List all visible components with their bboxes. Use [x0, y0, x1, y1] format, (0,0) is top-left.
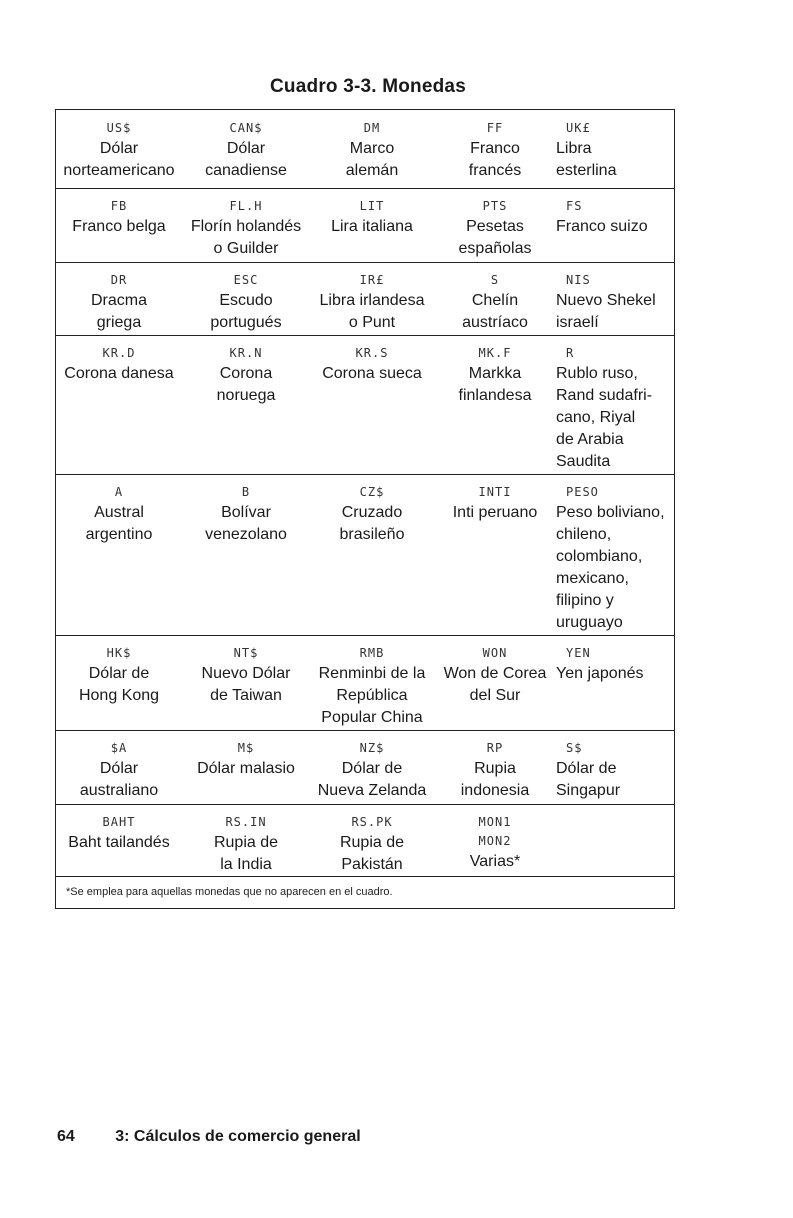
currency-key: KR.S — [355, 346, 389, 360]
currency-key: FS — [566, 199, 583, 213]
currency-cell — [56, 268, 182, 334]
currency-key: B — [241, 485, 251, 499]
currency-key: BAHT — [102, 815, 136, 829]
currency-name: Corona noruega — [216, 365, 276, 404]
currency-cell — [556, 268, 681, 334]
currency-name: Franco belga — [72, 218, 166, 235]
currency-key: IR£ — [359, 273, 385, 287]
currency-key: LIT — [359, 199, 385, 213]
currency-cell — [556, 480, 681, 634]
currency-name: Chelín austríaco — [462, 292, 528, 331]
currency-key: NIS — [566, 273, 591, 287]
currency-cell — [310, 194, 434, 238]
table-footnote: *Se emplea para aquellas monedas que no aparecen en el cuadro. — [66, 886, 393, 898]
currency-key: PESO — [566, 485, 599, 499]
currency-name: Dólar australiano — [79, 760, 159, 799]
currency-cell — [310, 116, 434, 182]
row-divider — [56, 335, 674, 336]
currency-key: MON1 MON2 — [478, 815, 512, 848]
page-number: 64 — [57, 1128, 75, 1145]
currency-cell — [182, 810, 310, 876]
currency-cell — [310, 810, 434, 876]
currency-key: DR — [110, 273, 128, 287]
currency-cell — [556, 341, 681, 473]
currency-cell — [182, 641, 310, 707]
currency-cell — [310, 341, 434, 385]
currency-cell — [182, 268, 310, 334]
currency-name: Dólar canadiense — [205, 140, 287, 179]
currency-name: Libra irlandesa o Punt — [319, 292, 425, 331]
currency-cell — [56, 641, 182, 707]
currency-cell — [56, 194, 182, 238]
currency-key: UK£ — [566, 121, 591, 135]
currency-name: Nuevo Dólar de Taiwan — [201, 665, 291, 704]
currency-key: ESC — [233, 273, 259, 287]
currency-name: Dólar de Singapur — [556, 760, 621, 799]
currency-cell — [182, 116, 310, 182]
currency-cell — [182, 341, 310, 407]
currency-key: A — [114, 485, 124, 499]
currency-cell — [434, 268, 556, 334]
currency-key: RS.IN — [225, 815, 267, 829]
currency-cell — [310, 268, 434, 334]
row-divider — [56, 188, 674, 189]
currency-name: Franco suizo — [556, 218, 648, 235]
currency-key: INTI — [478, 485, 512, 499]
currency-cell — [56, 116, 182, 182]
currency-name: Varias* — [469, 853, 521, 870]
currency-cell — [310, 736, 434, 802]
currency-cell — [182, 736, 310, 780]
row-divider — [56, 876, 674, 877]
currency-cell — [556, 194, 681, 238]
currency-cell — [56, 480, 182, 546]
currency-key: FF — [486, 121, 504, 135]
currency-name: Nuevo Shekel israelí — [556, 292, 656, 331]
currency-name: Rupia de Pakistán — [339, 834, 405, 873]
currency-key: YEN — [566, 646, 591, 660]
currency-name: Baht tailandés — [68, 834, 170, 851]
row-divider — [56, 474, 674, 475]
row-divider — [56, 635, 674, 636]
currency-key: HK$ — [106, 646, 132, 660]
currency-cell — [310, 480, 434, 546]
currency-name: Marco alemán — [345, 140, 399, 179]
currency-cell — [182, 480, 310, 546]
currency-cell — [556, 116, 681, 182]
currency-name: Renminbi de la República Popular China — [318, 665, 426, 726]
currency-cell — [434, 641, 556, 707]
currency-table — [55, 109, 675, 909]
currency-key: R — [566, 346, 575, 360]
currency-cell — [56, 341, 182, 385]
currency-key: MK.F — [478, 346, 512, 360]
currency-cell — [434, 116, 556, 182]
currency-name: Franco francés — [468, 140, 522, 179]
currency-key: PTS — [482, 199, 508, 213]
currency-key: $A — [110, 741, 128, 755]
currency-cell — [182, 194, 310, 260]
row-divider — [56, 262, 674, 263]
currency-name: Markka finlandesa — [458, 365, 532, 404]
table-title: Cuadro 3-3. Monedas — [270, 76, 466, 97]
currency-key: RS.PK — [351, 815, 393, 829]
currency-cell — [310, 641, 434, 729]
currency-name: Florín holandés o Guilder — [190, 218, 302, 257]
currency-key: US$ — [106, 121, 132, 135]
currency-key — [556, 813, 681, 832]
page-footer — [57, 1128, 361, 1146]
currency-key: KR.N — [229, 346, 263, 360]
currency-name: Inti peruano — [452, 504, 538, 521]
chapter-title: 3: Cálculos de comercio general — [115, 1128, 361, 1145]
currency-cell — [56, 810, 182, 854]
currency-cell — [434, 341, 556, 407]
currency-key: RMB — [359, 646, 385, 660]
currency-key: KR.D — [102, 346, 136, 360]
currency-name: Peso boliviano, chileno, colombiano, mexicano, filipino y uruguayo — [556, 504, 665, 631]
currency-cell — [56, 736, 182, 802]
currency-name: Dólar de Hong Kong — [78, 665, 160, 704]
currency-name: Corona sueca — [322, 365, 422, 382]
row-divider — [56, 730, 674, 731]
currency-key: DM — [363, 121, 381, 135]
currency-name: Escudo portugués — [210, 292, 282, 331]
currency-key: S — [490, 273, 500, 287]
currency-name: Dracma griega — [90, 292, 147, 331]
currency-name: Libra esterlina — [556, 140, 617, 179]
currency-name: Cruzado brasileño — [339, 504, 405, 543]
currency-name: Yen japonés — [556, 665, 644, 682]
currency-name: Won de Corea del Sur — [443, 665, 547, 704]
currency-name: Rupia de la India — [213, 834, 279, 873]
currency-key: M$ — [237, 741, 255, 755]
currency-cell — [556, 736, 681, 802]
currency-name: Austral argentino — [85, 504, 153, 543]
currency-name: Corona danesa — [64, 365, 174, 382]
currency-name: Dólar norteamericano — [63, 140, 175, 179]
currency-cell — [434, 194, 556, 260]
currency-key: FL.H — [229, 199, 263, 213]
currency-key: RP — [486, 741, 504, 755]
row-divider — [56, 804, 674, 805]
currency-key: CZ$ — [359, 485, 385, 499]
currency-cell — [434, 736, 556, 802]
currency-cell — [556, 641, 681, 685]
currency-name: Dólar malasio — [197, 760, 295, 777]
currency-cell — [434, 810, 556, 873]
currency-key: NT$ — [233, 646, 259, 660]
currency-name: Rublo ruso, Rand sudafri- cano, Riyal de Arabia Saudita — [556, 365, 653, 470]
currency-name: Lira italiana — [331, 218, 413, 235]
currency-key: WON — [482, 646, 508, 660]
currency-name: Rupia indonesia — [460, 760, 530, 799]
currency-key: NZ$ — [359, 741, 385, 755]
currency-name: Dólar de Nueva Zelanda — [317, 760, 427, 799]
currency-cell — [556, 810, 681, 832]
currency-key: CAN$ — [229, 121, 263, 135]
currency-cell — [434, 480, 556, 524]
currency-key: FB — [110, 199, 128, 213]
currency-name: Bolívar venezolano — [205, 504, 287, 543]
currency-name: Pesetas españolas — [458, 218, 532, 257]
currency-key: S$ — [566, 741, 583, 755]
